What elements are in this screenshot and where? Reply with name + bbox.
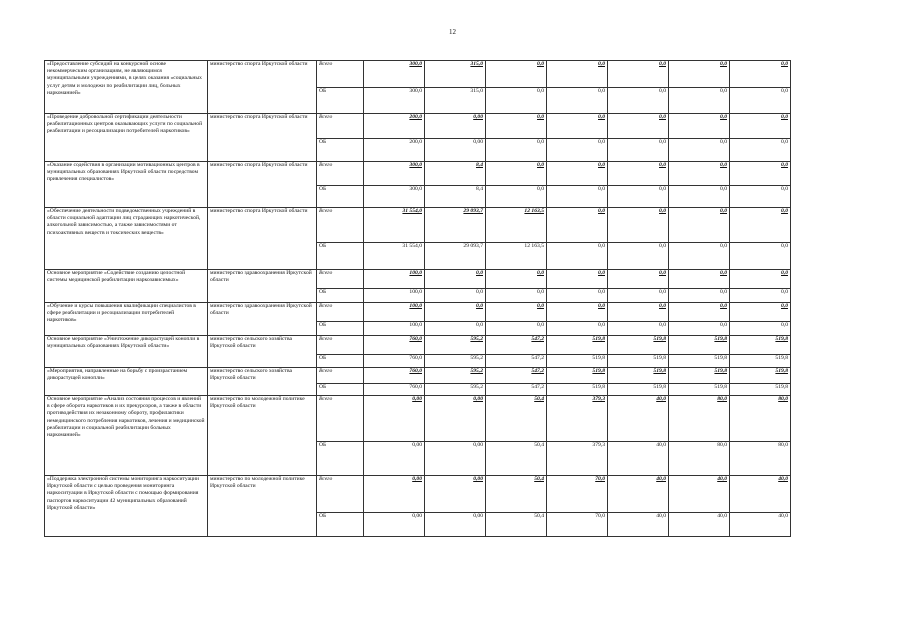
total-value-cell: 100,0: [364, 303, 425, 322]
ob-value-cell: 547,2: [486, 384, 547, 396]
total-value-cell: 315,0: [425, 61, 486, 88]
funding-total-label: Всего: [317, 476, 364, 513]
executor-cell: министерство спорта Иркутской области: [208, 114, 317, 162]
total-value-cell: 0,0: [547, 270, 608, 289]
funding-total-label: Всего: [317, 270, 364, 289]
event-name-cell: Основное мероприятие «Анализ состояния процессов и явлений в сфере оборота наркотиков и их прекурсоров, а также в области противодействия их незаконному обороту, профилактики немедицинского потребления наркотиков, лечения и медицинской реабилитации и социальной реабилитации больных наркоманией»: [45, 396, 208, 476]
total-value-cell: 0,0: [730, 162, 791, 186]
ob-value-cell: 315,0: [425, 88, 486, 114]
total-value-cell: 100,0: [364, 270, 425, 289]
total-value-cell: 519,8: [669, 336, 730, 355]
total-value-cell: 519,8: [608, 336, 669, 355]
ob-value-cell: 0,0: [669, 88, 730, 114]
total-value-cell: 595,2: [425, 336, 486, 355]
ob-value-cell: 519,8: [547, 355, 608, 368]
executor-cell: министерство здравоохранения Иркутской области: [208, 303, 317, 336]
total-value-cell: 0,0: [608, 114, 669, 139]
total-value-cell: 40,0: [608, 396, 669, 442]
ob-value-cell: 200,0: [364, 139, 425, 162]
executor-cell: министерство сельского хозяйства Иркутской области: [208, 336, 317, 368]
ob-value-cell: 0,0: [547, 289, 608, 303]
total-value-cell: 0,0: [669, 303, 730, 322]
total-value-cell: 0,0: [547, 61, 608, 88]
ob-value-cell: 595,2: [425, 384, 486, 396]
total-value-cell: 0,0: [730, 270, 791, 289]
total-value-cell: 0,0: [486, 303, 547, 322]
ob-value-cell: 519,8: [608, 355, 669, 368]
total-value-cell: 0,0: [608, 162, 669, 186]
ob-value-cell: 40,0: [608, 442, 669, 476]
total-value-cell: 519,8: [547, 336, 608, 355]
executor-cell: министерство по молодежной политике Иркутской области: [208, 396, 317, 476]
total-value-cell: 0,0: [425, 270, 486, 289]
event-name-cell: «Поддержка электронной системы мониторинга наркоситуации Иркутской области с целью проведения мониторинга наркоситуации в Иркутской области с помощью формирования паспортов наркоситуации 42 муниципальных образований Иркутской области»: [45, 476, 208, 537]
total-value-cell: 0,0: [730, 303, 791, 322]
executor-cell: министерство спорта Иркутской области: [208, 61, 317, 114]
total-value-cell: 760,0: [364, 368, 425, 384]
ob-value-cell: 0,0: [608, 139, 669, 162]
event-name-cell: «Мероприятия, направленные на борьбу с произрастанием дикорастущей конопли»: [45, 368, 208, 396]
ob-value-cell: 547,2: [486, 355, 547, 368]
funding-total-label: Всего: [317, 368, 364, 384]
ob-value-cell: 519,8: [730, 384, 791, 396]
ob-value-cell: 29 093,7: [425, 243, 486, 270]
ob-value-cell: 0,0: [730, 186, 791, 208]
table-row: [45, 476, 791, 513]
ob-value-cell: 100,0: [364, 322, 425, 336]
funding-ob-label: ОБ: [317, 355, 364, 368]
total-value-cell: 200,0: [364, 114, 425, 139]
ob-value-cell: 0,0: [730, 322, 791, 336]
event-name-cell: «Обучение и курсы повышения квалификации специалистов в сфере реабилитации и ресоциализации потребителей наркотиков»: [45, 303, 208, 336]
ob-value-cell: 0,0: [547, 139, 608, 162]
funding-ob-label: ОБ: [317, 186, 364, 208]
executor-cell: министерство спорта Иркутской области: [208, 208, 317, 270]
ob-value-cell: 0,0: [486, 322, 547, 336]
total-value-cell: 0,0: [669, 114, 730, 139]
total-value-cell: 0,0: [730, 114, 791, 139]
ob-value-cell: 519,8: [669, 384, 730, 396]
ob-value-cell: 0,0: [608, 322, 669, 336]
total-value-cell: 519,8: [730, 336, 791, 355]
executor-cell: министерство спорта Иркутской области: [208, 162, 317, 208]
ob-value-cell: 31 554,0: [364, 243, 425, 270]
ob-value-cell: 0,0: [608, 88, 669, 114]
ob-value-cell: 0,0: [608, 289, 669, 303]
total-value-cell: 80,0: [669, 396, 730, 442]
funding-ob-label: ОБ: [317, 513, 364, 537]
ob-value-cell: 0,0: [547, 88, 608, 114]
executor-cell: министерство сельского хозяйства Иркутской области: [208, 368, 317, 396]
ob-value-cell: 0,0: [730, 243, 791, 270]
table-row: [45, 208, 791, 243]
ob-value-cell: 0,0: [730, 289, 791, 303]
total-value-cell: 0,0: [486, 61, 547, 88]
total-value-cell: 0,00: [364, 476, 425, 513]
ob-value-cell: 0,0: [669, 186, 730, 208]
event-name-cell: Основное мероприятие «Содействие созданию целостной системы медицинской реабилитации наркозависимых»: [45, 270, 208, 303]
table-row: [45, 270, 791, 289]
executor-cell: министерство здравоохранения Иркутской области: [208, 270, 317, 303]
total-value-cell: 0,0: [547, 162, 608, 186]
ob-value-cell: 519,8: [547, 384, 608, 396]
ob-value-cell: 0,0: [730, 139, 791, 162]
total-value-cell: 0,00: [425, 396, 486, 442]
funding-ob-label: ОБ: [317, 289, 364, 303]
executor-cell: министерство по молодежной политике Иркутской области: [208, 476, 317, 537]
total-value-cell: 80,0: [730, 396, 791, 442]
total-value-cell: 0,0: [669, 162, 730, 186]
ob-value-cell: 0,0: [669, 243, 730, 270]
ob-value-cell: 0,00: [425, 139, 486, 162]
ob-value-cell: 0,0: [547, 186, 608, 208]
ob-value-cell: 0,0: [669, 139, 730, 162]
total-value-cell: 519,8: [669, 368, 730, 384]
event-name-cell: «Предоставление субсидий на конкурсной основе некоммерческим организациям, не являющимся муниципальными учреждениями, в целях оказания «социальных услуг детям и молодежи по реабилитации лиц, больных наркоманией»: [45, 61, 208, 114]
total-value-cell: 31 554,0: [364, 208, 425, 243]
ob-value-cell: 0,00: [425, 513, 486, 537]
ob-value-cell: 379,3: [547, 442, 608, 476]
ob-value-cell: 0,0: [425, 322, 486, 336]
ob-value-cell: 0,00: [364, 513, 425, 537]
ob-value-cell: 40,0: [730, 513, 791, 537]
total-value-cell: 70,0: [547, 476, 608, 513]
table-row: [45, 396, 791, 442]
funding-total-label: Всего: [317, 396, 364, 442]
total-value-cell: 0,0: [669, 270, 730, 289]
funding-total-label: Всего: [317, 208, 364, 243]
total-value-cell: 50,4: [486, 396, 547, 442]
ob-value-cell: 0,0: [547, 243, 608, 270]
total-value-cell: 547,2: [486, 336, 547, 355]
funding-total-label: Всего: [317, 336, 364, 355]
event-name-cell: «Оказание содействия в организации мотивационных центров в муниципальных образованиях Иркутской области посредством привлечения специалистов»: [45, 162, 208, 208]
table-row: [45, 336, 791, 355]
funding-total-label: Всего: [317, 303, 364, 322]
total-value-cell: 0,0: [486, 270, 547, 289]
total-value-cell: 519,8: [608, 368, 669, 384]
total-value-cell: 0,0: [730, 61, 791, 88]
ob-value-cell: 300,0: [364, 88, 425, 114]
funding-ob-label: ОБ: [317, 442, 364, 476]
total-value-cell: 0,0: [608, 270, 669, 289]
total-value-cell: 0,0: [425, 303, 486, 322]
total-value-cell: 0,0: [608, 208, 669, 243]
table-row: [45, 303, 791, 322]
total-value-cell: 0,0: [486, 114, 547, 139]
ob-value-cell: 0,0: [486, 139, 547, 162]
total-value-cell: 12 163,5: [486, 208, 547, 243]
total-value-cell: 0,0: [730, 208, 791, 243]
ob-value-cell: 0,0: [608, 243, 669, 270]
total-value-cell: 379,3: [547, 396, 608, 442]
ob-value-cell: 519,8: [669, 355, 730, 368]
total-value-cell: 0,0: [486, 162, 547, 186]
total-value-cell: 0,0: [547, 114, 608, 139]
event-name-cell: «Обеспечение деятельности подведомственных учреждений в области социальной адаптации лиц страдающих наркотической, алкогольной зависимостью, а также зависимостями от психоактивных веществ и токсических веществ»: [45, 208, 208, 270]
total-value-cell: 29 093,7: [425, 208, 486, 243]
ob-value-cell: 300,0: [364, 186, 425, 208]
funding-total-label: Всего: [317, 61, 364, 88]
ob-value-cell: 8,4: [425, 186, 486, 208]
ob-value-cell: 40,0: [669, 513, 730, 537]
funding-total-label: Всего: [317, 162, 364, 186]
ob-value-cell: 0,0: [547, 322, 608, 336]
ob-value-cell: 0,0: [730, 88, 791, 114]
total-value-cell: 50,4: [486, 476, 547, 513]
total-value-cell: 300,0: [364, 61, 425, 88]
ob-value-cell: 50,4: [486, 442, 547, 476]
total-value-cell: 760,0: [364, 336, 425, 355]
ob-value-cell: 12 163,5: [486, 243, 547, 270]
ob-value-cell: 0,0: [486, 88, 547, 114]
budget-table: [44, 60, 791, 537]
ob-value-cell: 519,8: [608, 384, 669, 396]
ob-value-cell: 0,00: [364, 442, 425, 476]
ob-value-cell: 760,0: [364, 355, 425, 368]
total-value-cell: 0,0: [608, 303, 669, 322]
total-value-cell: 0,0: [547, 208, 608, 243]
ob-value-cell: 0,0: [486, 186, 547, 208]
table-row: [45, 61, 791, 88]
total-value-cell: 40,0: [669, 476, 730, 513]
funding-ob-label: ОБ: [317, 88, 364, 114]
total-value-cell: 8,4: [425, 162, 486, 186]
ob-value-cell: 0,0: [608, 186, 669, 208]
ob-value-cell: 0,0: [669, 289, 730, 303]
ob-value-cell: 519,8: [730, 355, 791, 368]
total-value-cell: 0,0: [669, 61, 730, 88]
ob-value-cell: 40,0: [608, 513, 669, 537]
total-value-cell: 0,00: [425, 476, 486, 513]
total-value-cell: 519,8: [547, 368, 608, 384]
funding-ob-label: ОБ: [317, 384, 364, 396]
ob-value-cell: 595,2: [425, 355, 486, 368]
budget-table-body: [45, 61, 791, 537]
funding-total-label: Всего: [317, 114, 364, 139]
ob-value-cell: 0,0: [425, 289, 486, 303]
event-name-cell: «Проведение добровольной сертификации деятельности реабилитационных центров оказывающих услуги по социальной реабилитации и ресоциализации потребителей наркотиков»: [45, 114, 208, 162]
total-value-cell: 0,0: [547, 303, 608, 322]
total-value-cell: 40,0: [608, 476, 669, 513]
total-value-cell: 0,0: [608, 61, 669, 88]
total-value-cell: 0,00: [425, 114, 486, 139]
total-value-cell: 595,2: [425, 368, 486, 384]
table-row: [45, 162, 791, 186]
total-value-cell: 0,00: [364, 396, 425, 442]
total-value-cell: 40,0: [730, 476, 791, 513]
table-row: [45, 114, 791, 139]
event-name-cell: Основное мероприятие «Уничтожение дикорастущей конопли в муниципальных образованиях Иркутской области»: [45, 336, 208, 368]
ob-value-cell: 70,0: [547, 513, 608, 537]
ob-value-cell: 80,0: [669, 442, 730, 476]
total-value-cell: 519,8: [730, 368, 791, 384]
page-number: 12: [449, 28, 456, 36]
funding-ob-label: ОБ: [317, 243, 364, 270]
ob-value-cell: 760,0: [364, 384, 425, 396]
total-value-cell: 0,0: [669, 208, 730, 243]
total-value-cell: 300,0: [364, 162, 425, 186]
table-row: [45, 368, 791, 384]
ob-value-cell: 80,0: [730, 442, 791, 476]
funding-ob-label: ОБ: [317, 322, 364, 336]
ob-value-cell: 0,00: [425, 442, 486, 476]
ob-value-cell: 0,0: [486, 289, 547, 303]
ob-value-cell: 0,0: [669, 322, 730, 336]
ob-value-cell: 100,0: [364, 289, 425, 303]
ob-value-cell: 50,4: [486, 513, 547, 537]
total-value-cell: 547,2: [486, 368, 547, 384]
funding-ob-label: ОБ: [317, 139, 364, 162]
